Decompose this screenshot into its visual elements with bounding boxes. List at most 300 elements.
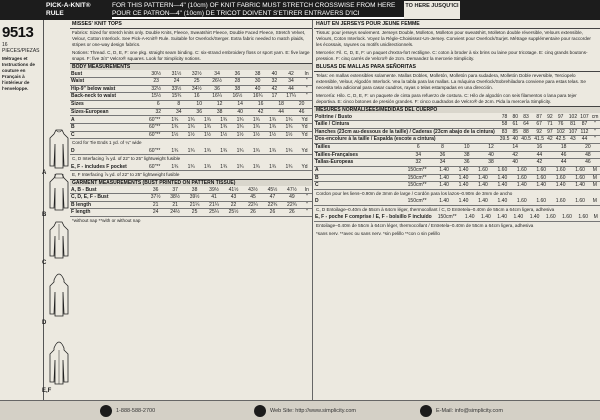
table-cell: 41½ <box>224 186 243 194</box>
table-cell: 1.40 <box>532 182 551 190</box>
pick-a-knit-strip <box>0 0 600 20</box>
table-cell: 83 <box>520 113 533 121</box>
row-sub-label: 150cm** <box>433 214 462 222</box>
table-cell: 1.60 <box>543 214 559 222</box>
table-cell: 44 <box>271 108 291 116</box>
table-cell: 41 <box>204 194 223 202</box>
table-cell: 1¾ <box>199 147 215 155</box>
table-row <box>314 151 600 159</box>
mercerie-text: Mercerie: Fil. C, D, E, F: un paquet d'extra-fort rectiligne. C: coton à broder à six brins ou laine pour tricotage. E: cinq grands boutons-pression. F: cinq carrés de Velcro® de 2cm. Demandez la mercerie Simplicity. <box>316 50 588 61</box>
table-cell: 87 <box>579 121 591 129</box>
garment-measurements-table <box>70 186 312 217</box>
row-sub-label: 150cm** <box>400 167 435 175</box>
table-cell: 1.40 <box>570 182 589 190</box>
table-cell: 1½ <box>183 131 199 139</box>
table-cell: 24 <box>166 78 186 86</box>
table-cell: 40.5 <box>521 136 531 143</box>
row-label: Poitrine / Busto <box>314 113 496 121</box>
table-cell: 37 <box>165 186 184 194</box>
table-cell: 1½ <box>281 131 297 139</box>
table-row <box>70 78 312 86</box>
table-cell: 36 <box>455 159 479 167</box>
table-cell: 1.40 <box>473 174 492 182</box>
spanish-footnote: *sans nerv. **avec ou sans nerv. *sin pelillo **con o sin pelillo <box>316 230 440 236</box>
table-cell: 25 <box>185 209 204 217</box>
table-cell: 42.5 <box>555 136 566 143</box>
footer-phone: 1-888-588-2700 <box>116 408 156 414</box>
french-note: Métrages et Instructions de couture en Français à l'intérieur de l'enveloppe. <box>2 56 35 91</box>
table-cell: 1¾ <box>183 124 199 132</box>
english-panel <box>70 20 313 400</box>
table-cell: 6 <box>148 101 168 109</box>
table-cell: 12 <box>209 101 229 109</box>
table-cell: 1¾ <box>232 116 248 124</box>
table-cell: 21 <box>146 201 165 209</box>
figure-label-a: A <box>42 170 47 176</box>
table-cell: 1.60 <box>532 174 551 182</box>
table-cell: 20 <box>576 144 600 152</box>
table-cell: 87 <box>533 113 546 121</box>
table-cell: 30 <box>248 78 268 86</box>
table-cell: 16¼ <box>207 93 227 101</box>
table-row <box>70 201 312 209</box>
hooded-view-d-icon <box>48 270 70 318</box>
table-cell: 10 <box>189 101 209 109</box>
table-cell: 67 <box>533 121 546 129</box>
stretch-rule-french: POUR CE PATRON—4" (10cm) DE TRICOT DOIVENT S'ETIRER ENTRAVERS D'ICI <box>112 10 360 17</box>
table-cell: 38 <box>185 186 204 194</box>
table-cell: 38 <box>455 151 479 159</box>
table-row <box>70 93 312 101</box>
row-sub-label: 60"** <box>143 116 167 124</box>
yardage-table <box>70 116 312 139</box>
table-cell: 80 <box>512 113 519 120</box>
table-cell: 42 <box>547 136 553 143</box>
table-cell: 1.40 <box>551 182 570 190</box>
french-spanish-panel <box>314 20 600 400</box>
table-cell: 43 <box>224 194 243 202</box>
interfacing-ef-note: E, F Interfacing ⅞ yd. of 22" to 25" lightweight fusible <box>72 172 180 177</box>
entoilage-ef-note: Entoilage–0.40m de 55cm à 64cm léger, thermocollant / Entretela–0.40m de 55cm a 64cm ligera, adhesiva <box>316 222 534 228</box>
table-cell: 40 <box>512 136 519 143</box>
table-cell: 1½ <box>199 131 215 139</box>
table-cell: 88 <box>520 128 533 136</box>
table-cell: 21 <box>165 201 184 209</box>
row-label: B length <box>70 201 143 209</box>
jacket-view-ef-icon <box>48 338 70 386</box>
table-row <box>314 214 600 222</box>
table-cell: 32 <box>148 108 168 116</box>
table-cell: 1.60 <box>551 174 570 182</box>
row-label: Tallas-Europeas <box>314 159 400 167</box>
fabrics-text: Fabrics: Sized for stretch knits only. Double Knits, Fleece, Sweatshirt Fleece, Double Faced Fleece, Stretch Velvet, Velour, Cotton Interlock. See Pick-A-Knit® Rule. Suitable for Overlock/Serger. Extra fabric needed to match plaids, stripes or one-way design fabrics. <box>72 30 306 47</box>
table-row <box>70 186 312 194</box>
table-cell: 14 <box>230 101 250 109</box>
table-cell: 1.40 <box>526 214 542 222</box>
table-cell: " <box>301 85 312 93</box>
top-view-b-icon <box>48 172 70 212</box>
table-cell: 20 <box>291 101 312 109</box>
table-cell: 24½ <box>165 209 184 217</box>
row-label: Hip-9" below waist <box>70 85 143 93</box>
table-row <box>70 163 312 171</box>
table-cell: 1.40 <box>473 198 492 206</box>
row-label: A <box>70 116 143 124</box>
table-cell: 28 <box>227 78 247 86</box>
english-title: MISSES' KNIT TOPS <box>70 20 312 29</box>
garment-measurements-heading: GARMENT MEASUREMENTS (BUST PRINTED ON PATTERN TISSUE) <box>70 179 312 186</box>
table-cell: 33½ <box>166 85 186 93</box>
table-cell: 1.40 <box>454 182 473 190</box>
table-cell: 1.60 <box>551 198 570 206</box>
table-cell: 61 <box>512 121 519 128</box>
table-cell: 83 <box>498 128 511 136</box>
table-cell: 26 <box>263 209 282 217</box>
mail-icon <box>420 405 432 417</box>
table-cell: 16 <box>527 144 551 152</box>
table-cell: 34 <box>430 159 454 167</box>
row-label: Hanches (23cm au-dessous de la taille) / Caderas (23cm abajo de la cintura) <box>315 128 495 135</box>
footer-email: E-Mail: info@simplicity.com <box>436 408 503 414</box>
table-cell: 16¾ <box>248 93 268 101</box>
table-row <box>70 147 312 155</box>
metrage-table <box>314 167 600 190</box>
table-cell: 1.40 <box>434 198 453 206</box>
view-figures <box>44 20 69 400</box>
table-cell: 1¾ <box>248 147 264 155</box>
table-cell: 38 <box>248 70 268 78</box>
table-cell: 1½ <box>264 131 280 139</box>
row-label: Sizes <box>70 101 143 109</box>
table-cell: 25¼ <box>204 209 223 217</box>
table-cell: 34 <box>281 78 301 86</box>
english-footnote: *without nap **with or without nap <box>72 217 141 223</box>
table-cell: 1¾ <box>264 116 280 124</box>
table-cell: 44 <box>579 136 591 144</box>
table-cell: 92 <box>547 113 553 120</box>
table-cell: 1.40 <box>512 182 531 190</box>
table-cell: 1.60 <box>512 198 531 206</box>
table-cell: 16½ <box>227 93 247 101</box>
table-cell: 1¾ <box>216 163 232 171</box>
table-row <box>70 108 312 116</box>
globe-icon <box>254 405 266 417</box>
table-row <box>70 124 312 132</box>
figure-label-d: D <box>42 320 47 326</box>
table-cell: 10 <box>455 144 479 152</box>
table-cell: 42 <box>503 151 527 159</box>
table-cell: 15¾ <box>166 93 186 101</box>
table-cell: 1.40 <box>510 214 526 222</box>
table-cell: 1¾ <box>264 147 280 155</box>
interfacing-cd-note: C, D Interfacing ⅞ yd. of 22" to 25" lightweight fusible <box>72 156 181 161</box>
table-cell: 40 <box>503 159 527 167</box>
table-row <box>314 159 600 167</box>
row-label: E, F - includes F pocket <box>70 163 143 171</box>
table-cell: 42 <box>527 159 551 167</box>
table-cell: 44 <box>527 151 551 159</box>
table-cell: 26 <box>282 209 301 217</box>
table-cell: 1¾ <box>232 124 248 132</box>
table-cell: 38 <box>479 159 503 167</box>
table-cell: 47½ <box>282 186 301 194</box>
table-cell: 43 <box>567 136 579 144</box>
table-cell: 14 <box>503 144 527 152</box>
table-cell: 32 <box>268 78 281 86</box>
row-label: E, F - poche F comprise / E, F - bolsillo F incluído <box>315 214 432 220</box>
table-cell: 1.60 <box>570 174 589 182</box>
table-cell: 22¾ <box>263 201 282 209</box>
cordon-note: Cordon pour les liens–0.90m de 3mm de large / Cordón para los lazos–0.90m de 3mm de ancho <box>316 190 513 196</box>
piece-count: 16 PIECES/PIEZAS <box>2 42 40 54</box>
row-label: D <box>314 198 400 206</box>
table-cell: 47 <box>263 194 282 202</box>
table-cell: 32½ <box>146 85 166 93</box>
row-label: Tailles-Françaises <box>314 151 400 159</box>
table-cell: M <box>590 167 600 175</box>
table-cell: Yd <box>297 147 312 155</box>
table-cell: 45 <box>243 194 262 202</box>
table-cell: 44 <box>552 159 576 167</box>
table-row <box>70 116 312 124</box>
body-measurements-table <box>70 70 312 101</box>
table-cell: 38½ <box>165 194 184 202</box>
table-cell: 49 <box>282 194 301 202</box>
table-cell: 15½ <box>146 93 166 101</box>
row-label: Taille / Cintura <box>314 121 496 129</box>
table-cell: 92 <box>533 128 546 136</box>
footer-web: Web Site: http://www.simplicity.com <box>270 408 356 414</box>
top-view-a-icon <box>48 128 70 170</box>
row-sub-label: 60"** <box>143 147 167 155</box>
table-cell: 1.40 <box>434 182 453 190</box>
table-cell: 18 <box>271 101 291 109</box>
table-cell: Yd <box>297 131 312 139</box>
table-cell: 1.40 <box>493 174 512 182</box>
table-cell: " <box>590 128 600 136</box>
table-cell: 23 <box>146 78 166 86</box>
table-cell: 1.60 <box>512 167 531 175</box>
table-cell: 44 <box>281 85 301 93</box>
table-cell: 46 <box>291 108 312 116</box>
table-row <box>70 194 312 202</box>
table-cell: 1¾ <box>183 116 199 124</box>
table-cell: 107 <box>580 113 589 120</box>
table-cell: Yd <box>297 163 312 171</box>
pattern-number: 9513 <box>2 24 34 41</box>
table-cell: 46 <box>552 151 576 159</box>
table-cell: In <box>302 186 312 194</box>
table-cell: 31½ <box>166 70 186 78</box>
table-cell: 25½ <box>224 209 243 217</box>
table-cell: 1.40 <box>454 198 473 206</box>
mesures-table <box>314 113 600 144</box>
table-cell: 36 <box>227 70 247 78</box>
table-cell: 32½ <box>187 70 207 78</box>
table-cell: 1.60 <box>532 198 551 206</box>
table-cell: M <box>590 174 600 182</box>
row-label: Dos-encolure à la taille / Espalda (escote a cintura) <box>314 136 496 144</box>
row-label: A <box>314 167 400 175</box>
table-cell: " <box>590 121 600 129</box>
table-cell: 81 <box>567 121 579 129</box>
table-cell: cm <box>591 113 599 120</box>
table-cell: 1¾ <box>167 163 183 171</box>
table-cell: 1¾ <box>248 116 264 124</box>
table-cell: 26½ <box>207 78 227 86</box>
table-cell: 45½ <box>263 186 282 194</box>
table-cell: 71 <box>547 121 553 128</box>
table-cell: 36 <box>189 108 209 116</box>
tailles-table <box>314 144 600 167</box>
table-cell: Yd <box>297 116 312 124</box>
table-cell: 17¼ <box>281 93 301 101</box>
cord-note: Cord for Tie Ends 1 yd. of ¼" wide <box>72 140 142 145</box>
tissus-text: Tissus: pour jerseys seulement. Jerseys Double, Molleton, Molleton pour sweatshirt, Molleton double réversible, Velours extensible, Velours, Coton Interlock. Voyez la Règle-Choisissez-Un-Jersey. Convient pour Overlock/Surjet. Métrage supplémentaire pour raccorder les écossais, rayures ou motifs unidirectionnels. <box>316 30 591 47</box>
table-row <box>314 128 600 136</box>
row-label: Sizes-European <box>70 108 143 116</box>
table-cell: 1½ <box>167 131 183 139</box>
table-cell: 39.5 <box>499 136 510 143</box>
notions-text: Notions: Thread. C, D, E, F: one pkg. straight seam binding. C: six-strand embroidery floss or sport yarn. E: five large snaps. F: five 3/4" Velcro® squares. Look for Simplicity notions. <box>72 50 310 61</box>
table-cell: 1.40 <box>462 214 478 222</box>
table-cell: M <box>590 198 600 206</box>
table-cell: 40 <box>248 85 268 93</box>
table-cell: 1¾ <box>199 124 215 132</box>
table-row <box>70 131 312 139</box>
table-cell: 1½ <box>248 131 264 139</box>
table-cell: 1¾ <box>216 124 232 132</box>
table-cell: 1.40 <box>434 167 453 175</box>
table-cell: 1¾ <box>281 124 297 132</box>
table-row <box>314 167 600 175</box>
table-cell: 1¾ <box>232 147 248 155</box>
table-cell: M <box>591 214 600 222</box>
table-cell: 12 <box>479 144 503 152</box>
row-sub-label: 150cm** <box>400 182 435 190</box>
table-cell: 1.60 <box>532 167 551 175</box>
table-cell: 8 <box>430 144 454 152</box>
row-label: C, D, E, F - Bust <box>70 194 143 202</box>
merceria-text: Mercería: Hilo. C, D, E, F: un paquete de cinta para refuerzo de costura. C: Hilo de algodón con seis filamentos o lana para tejer deportiva. E: cinco botones de presión grandes. F: cinco cuadrados de Velcro® de 2cm. Pida la mercería Simplicity. <box>316 93 577 104</box>
table-cell: 39½ <box>185 194 204 202</box>
table-cell: 1¾ <box>281 116 297 124</box>
table-cell: 1¾ <box>199 116 215 124</box>
table-cell: 1¾ <box>264 124 280 132</box>
table-cell: 36 <box>207 85 227 93</box>
table-cell: 1¾ <box>199 163 215 171</box>
stretch-rule-english: FOR THIS PATTERN—4" (10cm) OF KNIT FABRIC MUST STRETCH CROSSWISE FROM HERE <box>112 2 396 9</box>
table-cell: 26 <box>243 209 262 217</box>
table-row <box>314 113 600 121</box>
table-cell: 102 <box>554 128 567 136</box>
table-row <box>70 70 312 78</box>
table-cell: 1¾ <box>232 163 248 171</box>
table-cell: 1½ <box>232 131 248 139</box>
table-cell: 37½ <box>146 194 165 202</box>
row-sub-label: 150cm** <box>400 198 435 206</box>
table-cell: 34 <box>168 108 188 116</box>
table-cell: 21¼ <box>185 201 204 209</box>
row-label: Waist <box>70 78 143 86</box>
table-cell: 22 <box>224 201 243 209</box>
table-cell: " <box>302 201 312 209</box>
figure-label-b: B <box>42 212 47 218</box>
table-cell: 1¾ <box>281 163 297 171</box>
row-label: Tailles <box>314 144 400 152</box>
table-cell: M <box>590 182 600 190</box>
table-row <box>314 198 600 206</box>
table-cell: 1¾ <box>167 147 183 155</box>
table-cell: 1.60 <box>570 167 589 175</box>
table-cell: 1¾ <box>183 163 199 171</box>
table-cell: 36 <box>146 186 165 194</box>
table-cell: 34 <box>207 70 227 78</box>
table-cell: 24 <box>146 209 165 217</box>
table-cell: 40 <box>479 151 503 159</box>
table-cell: 42 <box>281 70 301 78</box>
table-cell: 1.60 <box>575 214 591 222</box>
sizes-table <box>70 101 312 117</box>
row-sub-label: 60"** <box>143 124 167 132</box>
metrage-table-ef <box>314 214 600 222</box>
table-cell: 1.40 <box>493 182 512 190</box>
row-label: C <box>314 182 400 190</box>
to-here-marker: TO HERE JUSQU'ICI <box>404 1 460 19</box>
top-view-c-icon <box>48 220 70 260</box>
table-row <box>70 85 312 93</box>
table-row <box>314 144 600 152</box>
table-cell: 18 <box>552 144 576 152</box>
yardage-table-d <box>70 147 312 155</box>
table-cell: 1.40 <box>454 174 473 182</box>
table-cell: " <box>590 136 600 144</box>
table-cell: 8 <box>168 101 188 109</box>
table-cell: 97 <box>554 113 567 121</box>
table-cell: 58 <box>498 121 511 129</box>
table-cell: 1.40 <box>494 214 510 222</box>
table-cell: 1½ <box>216 131 232 139</box>
table-row <box>314 182 600 190</box>
table-cell: 32 <box>406 159 430 167</box>
row-label: Back-neck to waist <box>70 93 143 101</box>
row-label: B <box>70 124 143 132</box>
table-cell: 1¾ <box>167 116 183 124</box>
row-sub-label: 60"** <box>143 163 167 171</box>
mesures-heading: MESURES NORMALISÉES/MEDIDAS DEL CUERPO <box>314 106 600 113</box>
table-cell: 1.60 <box>493 167 512 175</box>
table-cell: 1¾ <box>216 147 232 155</box>
table-cell: 34½ <box>187 85 207 93</box>
table-cell: 41.5 <box>534 136 544 143</box>
table-cell: 112 <box>580 128 589 135</box>
table-cell: 1¾ <box>248 163 264 171</box>
table-cell: 40 <box>230 108 250 116</box>
table-cell: 17 <box>268 93 281 101</box>
table-cell: 1.60 <box>512 174 531 182</box>
table-cell: " <box>302 194 312 202</box>
table-cell: 1¾ <box>248 124 264 132</box>
figure-label-c: C <box>42 260 47 266</box>
table-row <box>314 136 600 144</box>
table-cell: 1.60 <box>570 198 589 206</box>
phone-icon <box>100 405 112 417</box>
table-cell: 1¾ <box>264 163 280 171</box>
table-cell: 1¾ <box>167 124 183 132</box>
french-title: HAUT EN JERSEYS POUR JEUNE FEMME <box>314 20 600 29</box>
table-cell: 1.40 <box>434 174 453 182</box>
row-label: A, B - Bust <box>70 186 143 194</box>
